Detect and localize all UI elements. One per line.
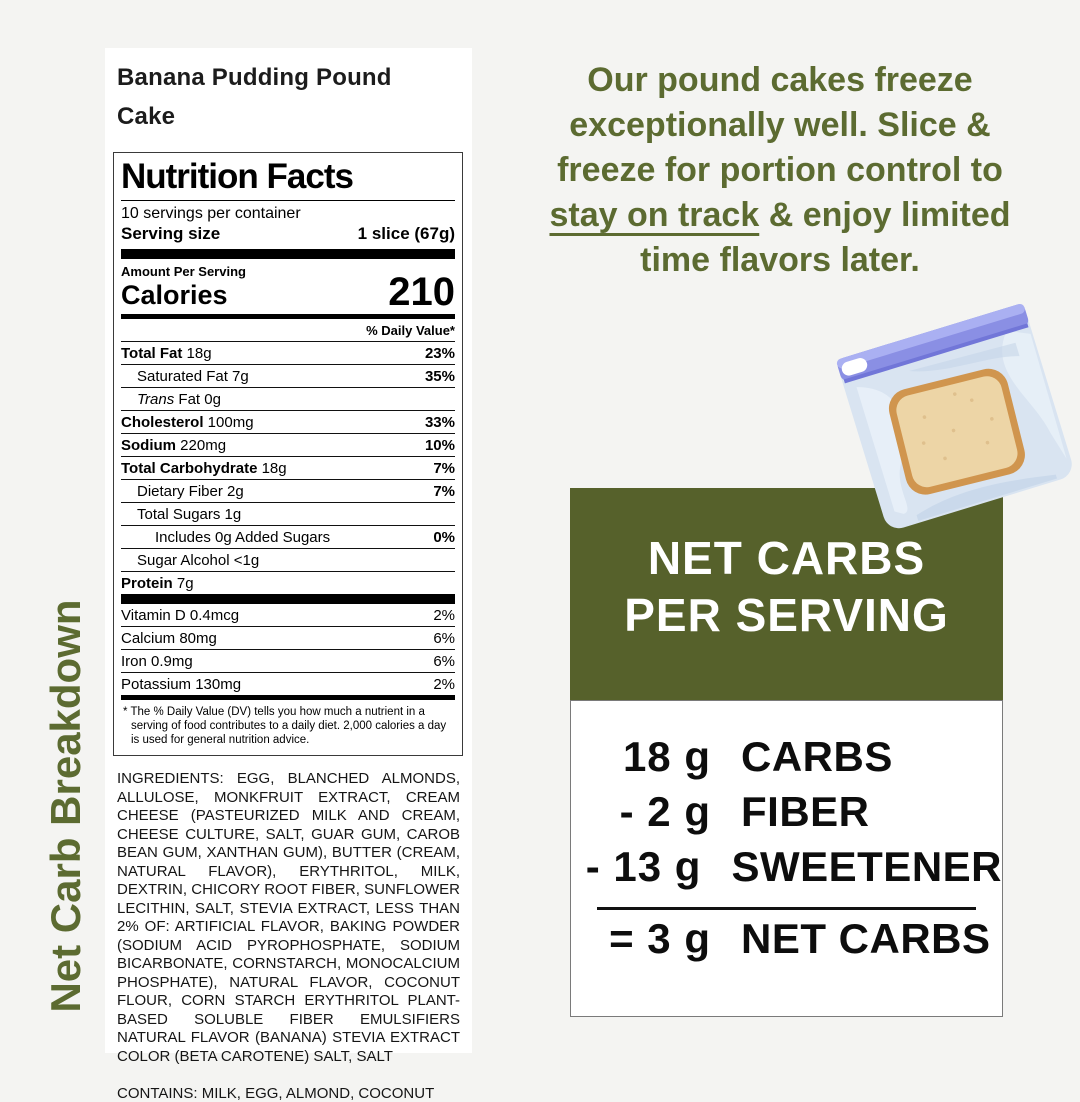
nutrient-row-trans-fat: Trans Fat 0g — [121, 388, 455, 411]
nutrient-row-total-sugars: Total Sugars 1g — [121, 503, 455, 526]
net-carbs-header-line-2: PER SERVING — [624, 589, 949, 641]
marketing-line-5: time flavors later. — [640, 241, 920, 279]
marketing-copy — [470, 58, 1080, 283]
marketing-line-1: Our pound cakes freeze — [587, 61, 973, 99]
nutrition-facts-title: Nutrition Facts — [121, 153, 455, 201]
nutrient-row-sodium: Sodium 220mg 10% — [121, 434, 455, 457]
carbs-amount: 18 g — [622, 733, 711, 780]
vitamin-row-calcium: Calcium 80mg 6% — [121, 627, 455, 650]
calories-value: 210 — [388, 270, 455, 314]
daily-value-header: % Daily Value* — [121, 319, 455, 342]
breakdown-row-net-carbs-total — [571, 915, 1002, 970]
dv-value: 7% — [433, 483, 455, 500]
fiber-amount: - 2 g — [619, 788, 711, 835]
sum-divider-line — [597, 907, 976, 910]
fiber-label: FIBER — [741, 788, 870, 835]
sweetener-label: SWEETENER — [731, 843, 1002, 890]
dv-value: 0% — [433, 529, 455, 546]
dv-value: 23% — [424, 345, 455, 362]
dv-value: 35% — [424, 368, 455, 385]
product-title: Banana Pudding Pound Cake — [117, 64, 392, 130]
sweetener-amount: - 13 g — [585, 843, 702, 890]
nutrient-row-added-sugars: Includes 0g Added Sugars 0% — [121, 526, 455, 549]
daily-value-footnote: * The % Daily Value (DV) tells you how much a nutrient in a serving of food contributes to a daily diet. 2,000 calories a day is used for general nutrition advice. — [123, 706, 447, 746]
nutrient-row-protein: Protein 7g — [121, 575, 194, 592]
dv-value: 2% — [433, 676, 455, 693]
marketing-line-4: stay on track & enjoy limited — [549, 196, 1011, 234]
divider-thick — [121, 249, 455, 259]
nutrient-row-total-fat: Total Fat 18g 23% — [121, 342, 455, 365]
net-carbs-label: NET CARBS — [741, 915, 991, 962]
marketing-line-3: freeze for portion control to — [557, 151, 1003, 189]
servings-per-container: 10 servings per container — [121, 205, 301, 222]
product-label-card — [105, 48, 472, 1102]
net-carb-breakdown-vertical-label: Net Carb Breakdown — [42, 599, 89, 1013]
amount-per-serving: Amount Per Serving — [121, 264, 246, 279]
nutrient-row-total-carbohydrate: Total Carbohydrate 18g 7% — [121, 457, 455, 480]
dv-value: 6% — [433, 653, 455, 670]
net-carbs-breakdown-panel — [570, 700, 1003, 1017]
dv-value: 33% — [424, 414, 455, 431]
stay-on-track-underlined: stay on track — [549, 196, 760, 234]
dv-value: 2% — [433, 607, 455, 624]
serving-size-value: 1 slice (67g) — [357, 224, 455, 243]
vitamin-row-iron: Iron 0.9mg 6% — [121, 650, 455, 673]
nutrient-row-dietary-fiber: Dietary Fiber 2g 7% — [121, 480, 455, 503]
allergen-statement: CONTAINS: MILK, EGG, ALMOND, COCONUT — [117, 1085, 435, 1102]
serving-size-row — [121, 223, 455, 249]
dv-value: 7% — [433, 460, 455, 477]
dv-value: 10% — [424, 437, 455, 454]
breakdown-row-carbs — [571, 733, 1002, 788]
nutrition-facts-panel — [113, 152, 463, 756]
nutrient-row-sugar-alcohol: Sugar Alcohol <1g — [121, 549, 455, 572]
carbs-label: CARBS — [741, 733, 893, 780]
serving-size-label: Serving size — [121, 224, 221, 243]
breakdown-row-fiber — [571, 788, 1002, 843]
net-carbs-header-line-1: NET CARBS — [647, 532, 926, 584]
ingredients-list: INGREDIENTS: EGG, BLANCHED ALMONDS, ALLULOSE, MONKFRUIT EXTRACT, CREAM CHEESE (PASTEURIZED MILK AND CREAM, CHEESE CULTURE, SALT, GUAR GUM, CAROB BEAN GUM, XANTHAN GUM), BUTTER (CREAM, NATURAL FLAVOR), ERYTHRITOL, MILK, DEXTRIN, CHICORY ROOT FIBER, SUNFLOWER LECITHIN, SALT, STEVIA EXTRACT, LESS THAN 2% OF: ARTIFICIAL FLAVOR, BAKING POWDER (SODIUM ACID PYROPHOSPHATE, SODIUM BICARBONATE, CORNSTARCH, MONOCALCIUM PHOSPHATE), NATURAL FLAVOR, COCONUT FLOUR, CORN STARCH ERYTHRITOL PLANT-BASED SOLUBLE FIBER EMULSIFIERS NATURAL FLAVOR (BANANA) STEVIA EXTRACT COLOR (BETA CAROTENE) SALT, SALT — [117, 770, 460, 1065]
breakdown-row-sweetener — [571, 843, 1002, 898]
marketing-line-2: exceptionally well. Slice & — [569, 106, 991, 144]
net-carbs-amount: = 3 g — [609, 915, 711, 962]
freezer-bag-illustration — [828, 290, 1078, 530]
divider-thick — [121, 594, 455, 604]
calories-label: Calories — [121, 280, 228, 310]
nutrient-row-saturated-fat: Saturated Fat 7g 35% — [121, 365, 455, 388]
dv-value: 6% — [433, 630, 455, 647]
vitamin-row-vitamin-d: Vitamin D 0.4mcg 2% — [121, 604, 455, 627]
nutrient-row-cholesterol: Cholesterol 100mg 33% — [121, 411, 455, 434]
vitamin-row-potassium: Potassium 130mg 2% — [121, 676, 455, 693]
